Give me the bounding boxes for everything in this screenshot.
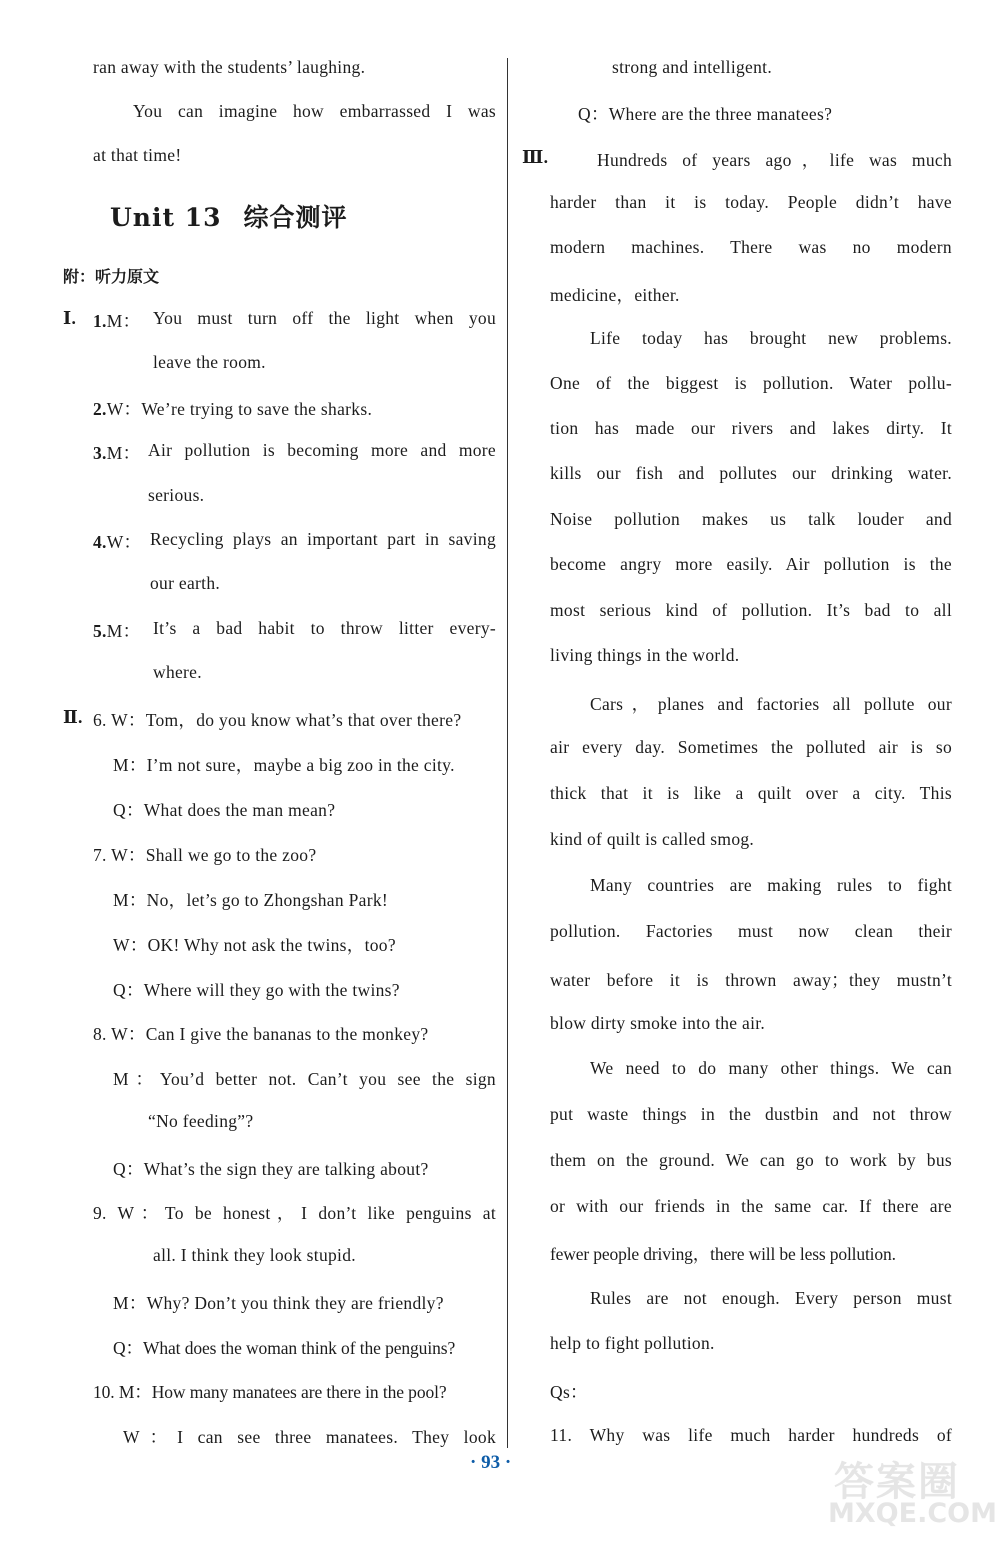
text-line: medicine，either. bbox=[550, 285, 680, 305]
unit-title-cn: 综合测评 bbox=[243, 203, 348, 232]
text-line: Rules are not enough. Every person must bbox=[590, 1288, 952, 1308]
text-line: help to fight pollution. bbox=[550, 1333, 715, 1353]
list-item bbox=[93, 618, 140, 643]
appendix-label: 附：听力原文 bbox=[63, 267, 160, 286]
text-line: harder than it is today. People didn’t have bbox=[550, 192, 952, 212]
unit-title bbox=[110, 198, 348, 234]
unit-title-en: Unit 13 bbox=[110, 203, 222, 232]
dialog-line: 10. M：How many manatees are there in the pool? bbox=[93, 1382, 447, 1402]
item-text: It’s a bad habit to throw litter every- bbox=[153, 618, 496, 638]
text-line: Many countries are making rules to fight bbox=[590, 875, 952, 895]
dialog-line: 7. W：Shall we go to the zoo? bbox=[93, 845, 317, 865]
text-line: fewer people driving，there will be less pollution. bbox=[550, 1244, 896, 1264]
speaker: W： bbox=[106, 399, 142, 419]
section-mark: Ⅱ. bbox=[63, 707, 83, 727]
dialog-line: W：OK! Why not ask the twins，too? bbox=[113, 935, 396, 955]
text-line: Q：Where are the three manatees? bbox=[578, 104, 833, 124]
text-line: or with our friends in the same car. If there are bbox=[550, 1196, 952, 1216]
text-line: put waste things in the dustbin and not throw bbox=[550, 1104, 952, 1124]
item-number: 1. bbox=[93, 311, 107, 331]
item-text: our earth. bbox=[150, 573, 221, 593]
item-number: 3. bbox=[93, 443, 107, 463]
item-number: 5. bbox=[93, 621, 107, 641]
list-item bbox=[93, 529, 141, 554]
text-line: become angry more easily. Air pollution is the bbox=[550, 554, 952, 574]
text-line: We need to do many other things. We can bbox=[590, 1058, 952, 1078]
text-line: modern machines. There was no modern bbox=[550, 237, 952, 257]
dialog-line: W：I can see three manatees. They look bbox=[123, 1427, 496, 1447]
item-text: leave the room. bbox=[153, 352, 266, 372]
text-line: One of the biggest is pollution. Water pollu- bbox=[550, 373, 952, 393]
item-number: 4. bbox=[93, 532, 107, 552]
dialog-line: 9. W：To be honest，I don’t like penguins at bbox=[93, 1203, 496, 1223]
text-line: pollution. Factories must now clean their bbox=[550, 921, 952, 941]
text-line: 11. Why was life much harder hundreds of bbox=[550, 1425, 952, 1445]
text-line: Life today has brought new problems. bbox=[590, 328, 952, 348]
text-line: Cars，planes and factories all pollute our bbox=[590, 694, 952, 714]
text-line: Noise pollution makes us talk louder and bbox=[550, 509, 952, 529]
watermark-logo bbox=[820, 1450, 997, 1535]
text-line: ran away with the students’ laughing. bbox=[93, 57, 366, 77]
text-line: thick that it is like a quilt over a city. This bbox=[550, 783, 952, 803]
item-text: where. bbox=[153, 662, 202, 682]
text-line: blow dirty smoke into the air. bbox=[550, 1013, 766, 1033]
list-item bbox=[93, 440, 140, 465]
text-line: water before it is thrown away；they mustn’t bbox=[550, 970, 952, 990]
speaker: M： bbox=[106, 443, 141, 463]
section-mark: Ⅲ. bbox=[522, 147, 549, 167]
text-line: them on the ground. We can go to work by bus bbox=[550, 1150, 952, 1170]
dialog-line: Q：Where will they go with the twins? bbox=[113, 980, 400, 1000]
text-line: at that time! bbox=[93, 145, 182, 165]
item-text: Recycling plays an important part in saving bbox=[150, 529, 496, 549]
dialog-line: 6. W：Tom，do you know what’s that over there? bbox=[93, 710, 462, 730]
text-line: Qs： bbox=[550, 1382, 588, 1402]
dialog-line: “No feeding”? bbox=[148, 1111, 254, 1131]
dialog-line: all. I think they look stupid. bbox=[153, 1245, 356, 1265]
text-line: most serious kind of pollution. It’s bad to all bbox=[550, 600, 952, 620]
item-text: You must turn off the light when you bbox=[153, 308, 496, 328]
text-line: Hundreds of years ago，life was much bbox=[597, 150, 952, 170]
dialog-line: 8. W：Can I give the bananas to the monkey? bbox=[93, 1024, 429, 1044]
dialog-line: M：Why? Don’t you think they are friendly? bbox=[113, 1293, 444, 1313]
speaker: M： bbox=[106, 311, 141, 331]
item-number: 2. bbox=[93, 399, 107, 419]
watermark-text: 答案圈 bbox=[834, 1459, 960, 1505]
watermark-url: MXQE.COM bbox=[828, 1498, 997, 1529]
text-line: kind of quilt is called smog. bbox=[550, 829, 755, 849]
dialog-line: Q：What does the man mean? bbox=[113, 800, 336, 820]
dialog-line: M：You’d better not. Can’t you see the sign bbox=[113, 1069, 496, 1089]
dialog-line: Q：What does the woman think of the penguins? bbox=[113, 1338, 456, 1358]
item-text: serious. bbox=[148, 485, 205, 505]
text-line: living things in the world. bbox=[550, 645, 740, 665]
page-number: · 93 · bbox=[470, 1452, 512, 1473]
column-divider bbox=[507, 58, 508, 1448]
text-line: air every day. Sometimes the polluted air is so bbox=[550, 737, 952, 757]
text-line: You can imagine how embarrassed I was bbox=[133, 101, 496, 121]
text-line: strong and intelligent. bbox=[612, 57, 772, 77]
dialog-line: Q：What’s the sign they are talking about? bbox=[113, 1159, 429, 1179]
item-text: Air pollution is becoming more and more bbox=[148, 440, 496, 460]
dialog-line: M：No，let’s go to Zhongshan Park! bbox=[113, 890, 388, 910]
list-item bbox=[93, 396, 372, 421]
dialog-line: M：I’m not sure，maybe a big zoo in the city. bbox=[113, 755, 455, 775]
item-text: We’re trying to save the sharks. bbox=[141, 399, 373, 419]
speaker: W： bbox=[106, 532, 142, 552]
section-mark: Ⅰ. bbox=[63, 308, 77, 328]
text-line: tion has made our rivers and lakes dirty. It bbox=[550, 418, 952, 438]
text-line: kills our fish and pollutes our drinking water. bbox=[550, 463, 952, 483]
speaker: M： bbox=[106, 621, 141, 641]
